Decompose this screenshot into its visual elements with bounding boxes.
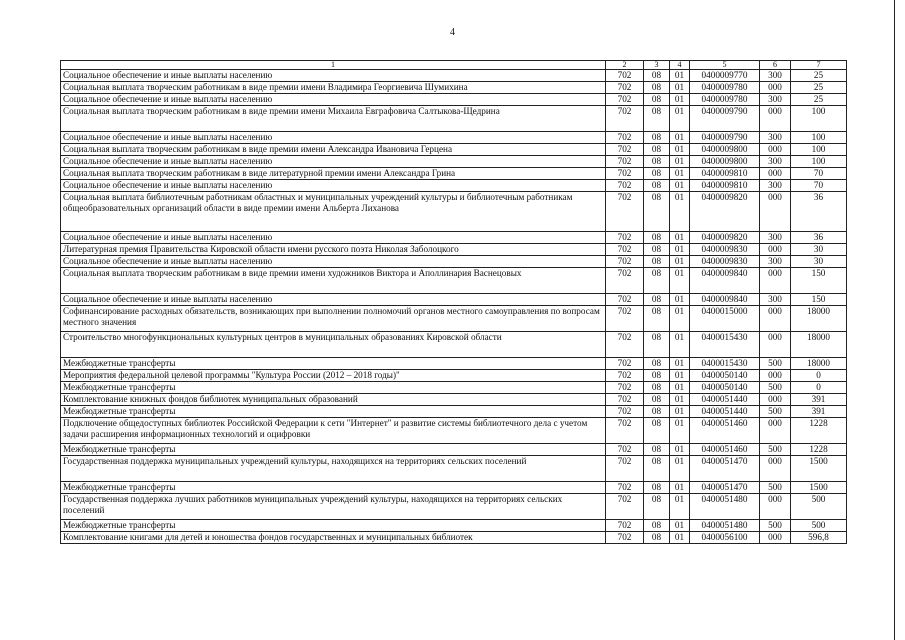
amount-cell: 18000: [791, 306, 847, 332]
amount-cell: 391: [791, 394, 847, 406]
target-article-cell: 0400009840: [690, 294, 760, 306]
amount-cell: 18000: [791, 332, 847, 358]
amount-cell: 70: [791, 168, 847, 180]
expense-type-cell: 000: [760, 82, 791, 94]
section-code-cell: 08: [644, 244, 670, 256]
amount-cell: 36: [791, 192, 847, 232]
table-row: [61, 370, 847, 382]
grbs-code-cell: 702: [606, 332, 644, 358]
section-code-cell: 08: [644, 370, 670, 382]
grbs-code-cell: 702: [606, 482, 644, 494]
target-article-cell: 0400009790: [690, 132, 760, 144]
subsection-code-cell: 01: [670, 456, 690, 482]
amount-cell: 1228: [791, 418, 847, 444]
target-article-cell: 0400009820: [690, 232, 760, 244]
expense-type-cell: 000: [760, 418, 791, 444]
row-name-cell: Социальная выплата творческим работникам в виде премии имени Владимира Георгиевича Шумихина: [61, 82, 606, 94]
table-row: [61, 132, 847, 144]
target-article-cell: 0400009830: [690, 244, 760, 256]
table-row: [61, 332, 847, 358]
grbs-code-cell: 702: [606, 70, 644, 82]
row-name-cell: Строительство многофункциональных культурных центров в муниципальных образованиях Кировской области: [61, 332, 606, 358]
grbs-code-cell: 702: [606, 156, 644, 168]
table-row: [61, 532, 847, 544]
target-article-cell: 0400015000: [690, 306, 760, 332]
grbs-code-cell: 702: [606, 494, 644, 520]
amount-cell: 25: [791, 94, 847, 106]
expense-type-cell: 000: [760, 268, 791, 294]
target-article-cell: 0400051470: [690, 482, 760, 494]
grbs-code-cell: 702: [606, 94, 644, 106]
target-article-cell: 0400009780: [690, 94, 760, 106]
grbs-code-cell: 702: [606, 294, 644, 306]
section-code-cell: 08: [644, 106, 670, 132]
row-name-cell: Межбюджетные трансферты: [61, 358, 606, 370]
section-code-cell: 08: [644, 406, 670, 418]
expense-type-cell: 000: [760, 106, 791, 132]
grbs-code-cell: 702: [606, 456, 644, 482]
row-name-cell: Социальное обеспечение и иные выплаты населению: [61, 232, 606, 244]
subsection-code-cell: 01: [670, 180, 690, 192]
section-code-cell: 08: [644, 192, 670, 232]
row-name-cell: Социальная выплата творческим работникам в виде литературной премии имени Александра Грина: [61, 168, 606, 180]
amount-cell: 1228: [791, 444, 847, 456]
amount-cell: 0: [791, 370, 847, 382]
row-name-cell: Социальная выплата творческим работникам в виде премии имени Александра Ивановича Герцена: [61, 144, 606, 156]
section-code-cell: 08: [644, 232, 670, 244]
amount-cell: 500: [791, 494, 847, 520]
subsection-code-cell: 01: [670, 332, 690, 358]
table-body: [61, 70, 847, 544]
expense-type-cell: 300: [760, 256, 791, 268]
amount-cell: 100: [791, 144, 847, 156]
table-row: [61, 94, 847, 106]
expense-type-cell: 500: [760, 444, 791, 456]
grbs-code-cell: 702: [606, 132, 644, 144]
target-article-cell: 0400009780: [690, 82, 760, 94]
row-name-cell: Социальное обеспечение и иные выплаты населению: [61, 132, 606, 144]
subsection-code-cell: 01: [670, 358, 690, 370]
row-name-cell: Софинансирование расходных обязательств, возникающих при выполнении полномочий органов местного самоуправления по вопросам местного значения: [61, 306, 606, 332]
target-article-cell: 0400009830: [690, 256, 760, 268]
subsection-code-cell: 01: [670, 268, 690, 294]
amount-cell: 1500: [791, 482, 847, 494]
table-row: [61, 156, 847, 168]
amount-cell: 30: [791, 244, 847, 256]
table-row: [61, 70, 847, 82]
table-row: [61, 482, 847, 494]
target-article-cell: 0400009800: [690, 156, 760, 168]
table-row: [61, 232, 847, 244]
expense-type-cell: 000: [760, 192, 791, 232]
expense-type-cell: 300: [760, 232, 791, 244]
budget-table: [60, 60, 847, 544]
section-code-cell: 08: [644, 418, 670, 444]
target-article-cell: 0400051460: [690, 418, 760, 444]
amount-cell: 30: [791, 256, 847, 268]
table-row: [61, 358, 847, 370]
row-name-cell: Межбюджетные трансферты: [61, 520, 606, 532]
column-header: 5: [690, 61, 760, 70]
section-code-cell: 08: [644, 168, 670, 180]
expense-type-cell: 300: [760, 180, 791, 192]
subsection-code-cell: 01: [670, 168, 690, 180]
grbs-code-cell: 702: [606, 406, 644, 418]
subsection-code-cell: 01: [670, 94, 690, 106]
subsection-code-cell: 01: [670, 394, 690, 406]
grbs-code-cell: 702: [606, 232, 644, 244]
section-code-cell: 08: [644, 444, 670, 456]
subsection-code-cell: 01: [670, 156, 690, 168]
target-article-cell: 0400051480: [690, 520, 760, 532]
subsection-code-cell: 01: [670, 244, 690, 256]
table-row: [61, 244, 847, 256]
section-code-cell: 08: [644, 294, 670, 306]
table-row: [61, 192, 847, 232]
expense-type-cell: 500: [760, 382, 791, 394]
expense-type-cell: 000: [760, 532, 791, 544]
amount-cell: 18000: [791, 358, 847, 370]
subsection-code-cell: 01: [670, 82, 690, 94]
grbs-code-cell: 702: [606, 418, 644, 444]
row-name-cell: Комплектование книгами для детей и юношества фондов государственных и муниципальных библиотек: [61, 532, 606, 544]
section-code-cell: 08: [644, 70, 670, 82]
subsection-code-cell: 01: [670, 406, 690, 418]
table-row: [61, 406, 847, 418]
subsection-code-cell: 01: [670, 192, 690, 232]
column-header: 1: [61, 61, 606, 70]
grbs-code-cell: 702: [606, 268, 644, 294]
amount-cell: 36: [791, 232, 847, 244]
row-name-cell: Социальное обеспечение и иные выплаты населению: [61, 180, 606, 192]
expense-type-cell: 000: [760, 168, 791, 180]
table-row: [61, 418, 847, 444]
subsection-code-cell: 01: [670, 144, 690, 156]
grbs-code-cell: 702: [606, 358, 644, 370]
row-name-cell: Социальная выплата библиотечным работникам областных и муниципальных учреждений культуры и библиотечным работникам общеобразовательных организаций области в виде премии имени Альберта Лиханова: [61, 192, 606, 232]
amount-cell: 150: [791, 268, 847, 294]
amount-cell: 150: [791, 294, 847, 306]
row-name-cell: Межбюджетные трансферты: [61, 444, 606, 456]
subsection-code-cell: 01: [670, 520, 690, 532]
expense-type-cell: 500: [760, 406, 791, 418]
subsection-code-cell: 01: [670, 482, 690, 494]
section-code-cell: 08: [644, 94, 670, 106]
table-row: [61, 306, 847, 332]
grbs-code-cell: 702: [606, 444, 644, 456]
section-code-cell: 08: [644, 532, 670, 544]
row-name-cell: Социальное обеспечение и иные выплаты населению: [61, 70, 606, 82]
subsection-code-cell: 01: [670, 494, 690, 520]
grbs-code-cell: 702: [606, 180, 644, 192]
grbs-code-cell: 702: [606, 394, 644, 406]
amount-cell: 100: [791, 156, 847, 168]
table-row: [61, 444, 847, 456]
amount-cell: 25: [791, 70, 847, 82]
target-article-cell: 0400009800: [690, 144, 760, 156]
grbs-code-cell: 702: [606, 168, 644, 180]
amount-cell: 596,8: [791, 532, 847, 544]
target-article-cell: 0400009770: [690, 70, 760, 82]
table-row: [61, 268, 847, 294]
section-code-cell: 08: [644, 180, 670, 192]
subsection-code-cell: 01: [670, 532, 690, 544]
row-name-cell: Социальное обеспечение и иные выплаты населению: [61, 94, 606, 106]
subsection-code-cell: 01: [670, 232, 690, 244]
amount-cell: 0: [791, 382, 847, 394]
column-header: 6: [760, 61, 791, 70]
amount-cell: 1500: [791, 456, 847, 482]
row-name-cell: Комплектование книжных фондов библиотек муниципальных образований: [61, 394, 606, 406]
subsection-code-cell: 01: [670, 444, 690, 456]
target-article-cell: 0400050140: [690, 382, 760, 394]
subsection-code-cell: 01: [670, 132, 690, 144]
row-name-cell: Социальное обеспечение и иные выплаты населению: [61, 256, 606, 268]
grbs-code-cell: 702: [606, 82, 644, 94]
section-code-cell: 08: [644, 482, 670, 494]
expense-type-cell: 300: [760, 156, 791, 168]
column-header: 7: [791, 61, 847, 70]
subsection-code-cell: 01: [670, 370, 690, 382]
target-article-cell: 0400051440: [690, 406, 760, 418]
subsection-code-cell: 01: [670, 294, 690, 306]
grbs-code-cell: 702: [606, 520, 644, 532]
section-code-cell: 08: [644, 132, 670, 144]
row-name-cell: Государственная поддержка муниципальных учреждений культуры, находящихся на территориях сельских поселений: [61, 456, 606, 482]
column-number-row: [61, 61, 847, 70]
row-name-cell: Социальное обеспечение и иные выплаты населению: [61, 294, 606, 306]
table-row: [61, 382, 847, 394]
table-row: [61, 456, 847, 482]
row-name-cell: Подключение общедоступных библиотек Российской Федерации к сети "Интернет" и развитие системы библиотечного дела с учетом задачи расширения информационных технологий и оцифровки: [61, 418, 606, 444]
grbs-code-cell: 702: [606, 244, 644, 256]
row-name-cell: Межбюджетные трансферты: [61, 382, 606, 394]
expense-type-cell: 000: [760, 306, 791, 332]
table-row: [61, 520, 847, 532]
grbs-code-cell: 702: [606, 306, 644, 332]
subsection-code-cell: 01: [670, 106, 690, 132]
table-row: [61, 394, 847, 406]
table-row: [61, 294, 847, 306]
row-name-cell: Литературная премия Правительства Кировской области имени русского поэта Николая Заболоцкого: [61, 244, 606, 256]
amount-cell: 391: [791, 406, 847, 418]
page-number: 4: [450, 27, 455, 38]
row-name-cell: Социальная выплата творческим работникам в виде премии имени художников Виктора и Аполлинария Васнецовых: [61, 268, 606, 294]
grbs-code-cell: 702: [606, 382, 644, 394]
subsection-code-cell: 01: [670, 418, 690, 444]
row-name-cell: Социальное обеспечение и иные выплаты населению: [61, 156, 606, 168]
expense-type-cell: 300: [760, 294, 791, 306]
expense-type-cell: 000: [760, 332, 791, 358]
target-article-cell: 0400056100: [690, 532, 760, 544]
amount-cell: 25: [791, 82, 847, 94]
section-code-cell: 08: [644, 520, 670, 532]
target-article-cell: 0400051460: [690, 444, 760, 456]
right-margin-rule: [894, 0, 895, 640]
expense-type-cell: 000: [760, 370, 791, 382]
expense-type-cell: 300: [760, 70, 791, 82]
amount-cell: 70: [791, 180, 847, 192]
expense-type-cell: 000: [760, 456, 791, 482]
row-name-cell: Социальная выплата творческим работникам в виде премии имени Михаила Евграфовича Салтыкова-Щедрина: [61, 106, 606, 132]
target-article-cell: 0400015430: [690, 358, 760, 370]
target-article-cell: 0400051470: [690, 456, 760, 482]
table-row: [61, 82, 847, 94]
row-name-cell: Мероприятия федеральной целевой программы "Культура России (2012 – 2018 годы)": [61, 370, 606, 382]
section-code-cell: 08: [644, 256, 670, 268]
expense-type-cell: 000: [760, 394, 791, 406]
grbs-code-cell: 702: [606, 144, 644, 156]
expense-type-cell: 000: [760, 244, 791, 256]
row-name-cell: Межбюджетные трансферты: [61, 406, 606, 418]
subsection-code-cell: 01: [670, 306, 690, 332]
expense-type-cell: 000: [760, 494, 791, 520]
subsection-code-cell: 01: [670, 382, 690, 394]
section-code-cell: 08: [644, 306, 670, 332]
table-row: [61, 256, 847, 268]
row-name-cell: Государственная поддержка лучших работников муниципальных учреждений культуры, находящихся на территориях сельских поселений: [61, 494, 606, 520]
expense-type-cell: 000: [760, 144, 791, 156]
target-article-cell: 0400009840: [690, 268, 760, 294]
expense-type-cell: 500: [760, 482, 791, 494]
section-code-cell: 08: [644, 156, 670, 168]
section-code-cell: 08: [644, 332, 670, 358]
target-article-cell: 0400009790: [690, 106, 760, 132]
table-row: [61, 144, 847, 156]
section-code-cell: 08: [644, 456, 670, 482]
subsection-code-cell: 01: [670, 70, 690, 82]
table-row: [61, 494, 847, 520]
subsection-code-cell: 01: [670, 256, 690, 268]
column-header: 2: [606, 61, 644, 70]
amount-cell: 100: [791, 132, 847, 144]
grbs-code-cell: 702: [606, 192, 644, 232]
column-header: 3: [644, 61, 670, 70]
expense-type-cell: 500: [760, 358, 791, 370]
table-row: [61, 180, 847, 192]
target-article-cell: 0400015430: [690, 332, 760, 358]
expense-type-cell: 300: [760, 94, 791, 106]
column-header: 4: [670, 61, 690, 70]
grbs-code-cell: 702: [606, 256, 644, 268]
table-row: [61, 106, 847, 132]
grbs-code-cell: 702: [606, 532, 644, 544]
section-code-cell: 08: [644, 358, 670, 370]
table-row: [61, 168, 847, 180]
section-code-cell: 08: [644, 82, 670, 94]
section-code-cell: 08: [644, 494, 670, 520]
row-name-cell: Межбюджетные трансферты: [61, 482, 606, 494]
section-code-cell: 08: [644, 144, 670, 156]
expense-type-cell: 500: [760, 520, 791, 532]
target-article-cell: 0400051480: [690, 494, 760, 520]
section-code-cell: 08: [644, 394, 670, 406]
target-article-cell: 0400009820: [690, 192, 760, 232]
target-article-cell: 0400009810: [690, 180, 760, 192]
amount-cell: 100: [791, 106, 847, 132]
grbs-code-cell: 702: [606, 370, 644, 382]
target-article-cell: 0400051440: [690, 394, 760, 406]
amount-cell: 500: [791, 520, 847, 532]
target-article-cell: 0400050140: [690, 370, 760, 382]
expense-type-cell: 300: [760, 132, 791, 144]
section-code-cell: 08: [644, 268, 670, 294]
target-article-cell: 0400009810: [690, 168, 760, 180]
section-code-cell: 08: [644, 382, 670, 394]
grbs-code-cell: 702: [606, 106, 644, 132]
